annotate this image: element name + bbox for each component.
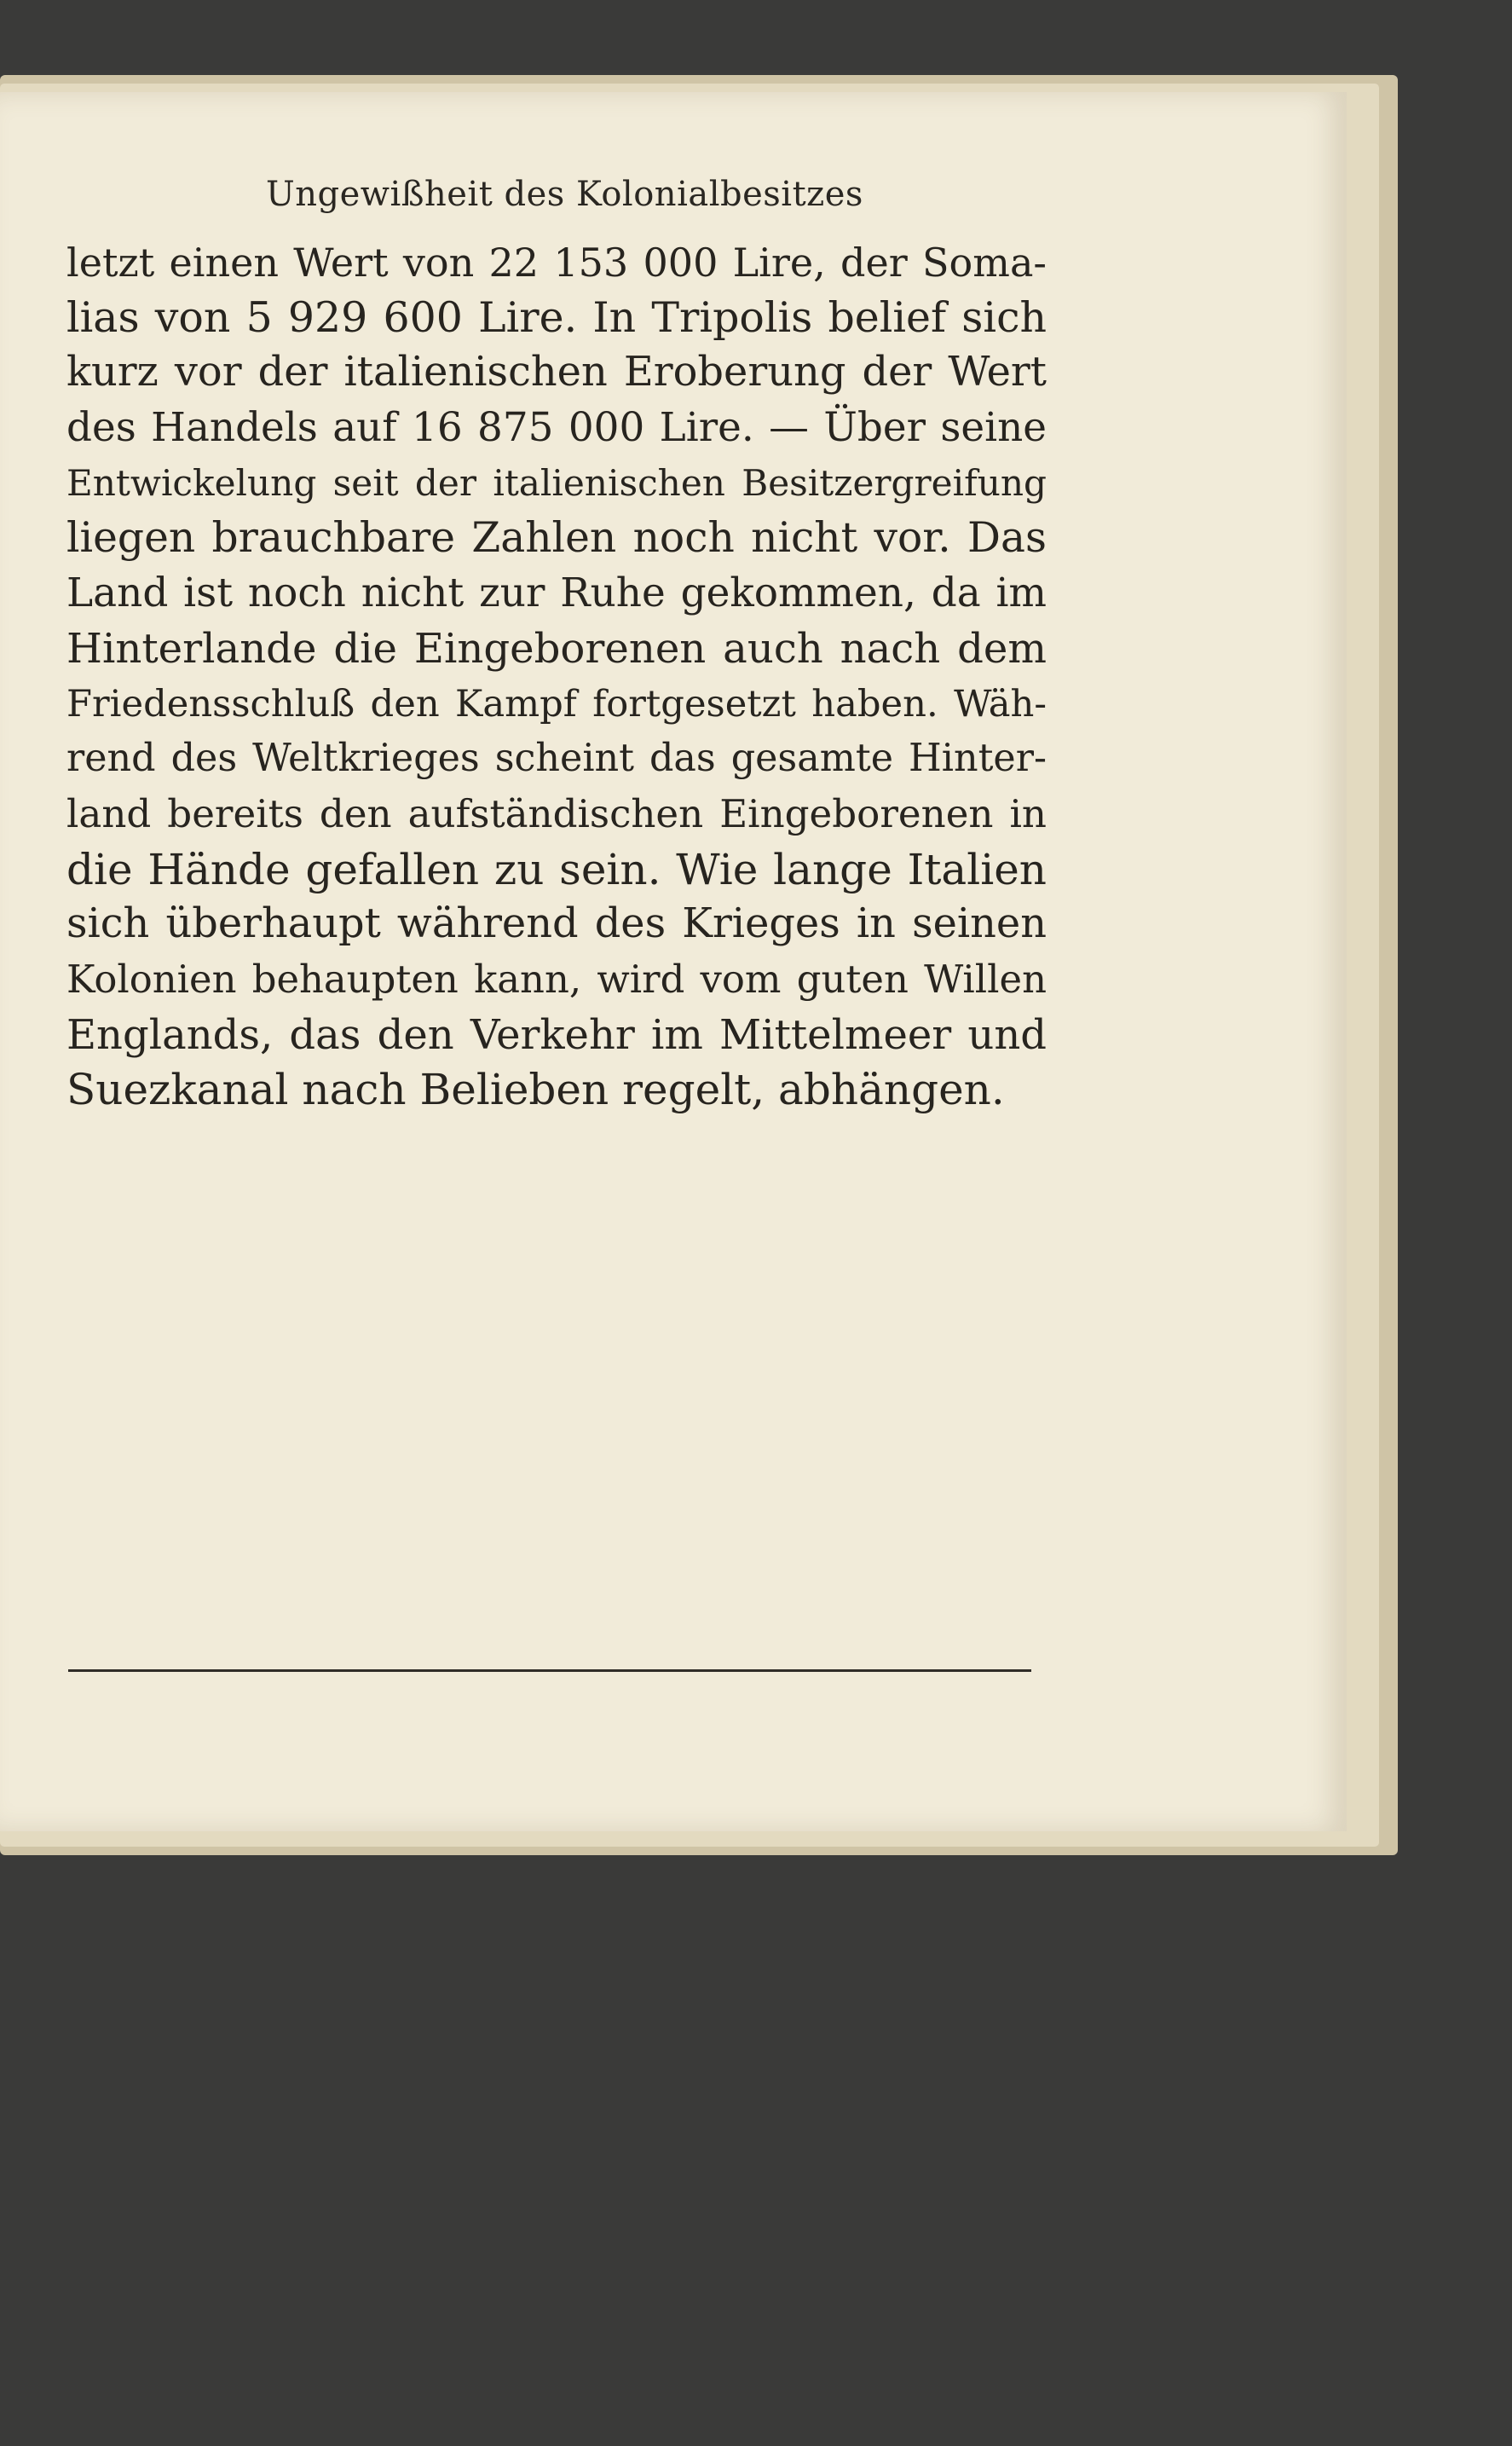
body-paragraph (66, 235, 1047, 1118)
text-line: Kolonien behaupten kann, wird vom guten Willen (66, 956, 1047, 1002)
text-line: rend des Weltkrieges scheint das gesamte Hinter- (66, 737, 1047, 781)
text-line: Suezkanal nach Belieben regelt, abhängen. (66, 1065, 1005, 1115)
text-line: sich überhaupt während des Krieges in seinen (66, 900, 1047, 948)
text-line: letzt einen Wert von 22 153 000 Lire, der Soma- (66, 240, 1047, 286)
running-header: Ungewißheit des Kolonialbesitzes (266, 175, 863, 214)
text-line: Friedensschluß den Kampf fortgesetzt haben. Wäh- (66, 682, 1047, 726)
text-line: lias von 5 929 600 Lire. In Tripolis belief sich (66, 292, 1047, 342)
footnote-rule (68, 1669, 1031, 1672)
text-line: Land ist noch nicht zur Ruhe gekommen, da im (66, 570, 1047, 617)
text-line: Hinterlande die Eingeborenen auch nach dem (66, 624, 1047, 673)
text-line: die Hände gefallen zu sein. Wie lange Italien (66, 844, 1047, 894)
text-line: Englands, das den Verkehr im Mittelmeer und (66, 1010, 1047, 1059)
text-line: des Handels auf 16 875 000 Lire. — Über seine (66, 405, 1047, 452)
text-line: kurz vor der italienischen Eroberung der Wert (66, 349, 1047, 396)
text-line: Entwickelung seit der italienischen Besitzergreifung (66, 461, 1047, 504)
text-line: land bereits den aufständischen Eingeborenen in (66, 790, 1047, 836)
text-line: liegen brauchbare Zahlen noch nicht vor. Das (66, 514, 1047, 563)
